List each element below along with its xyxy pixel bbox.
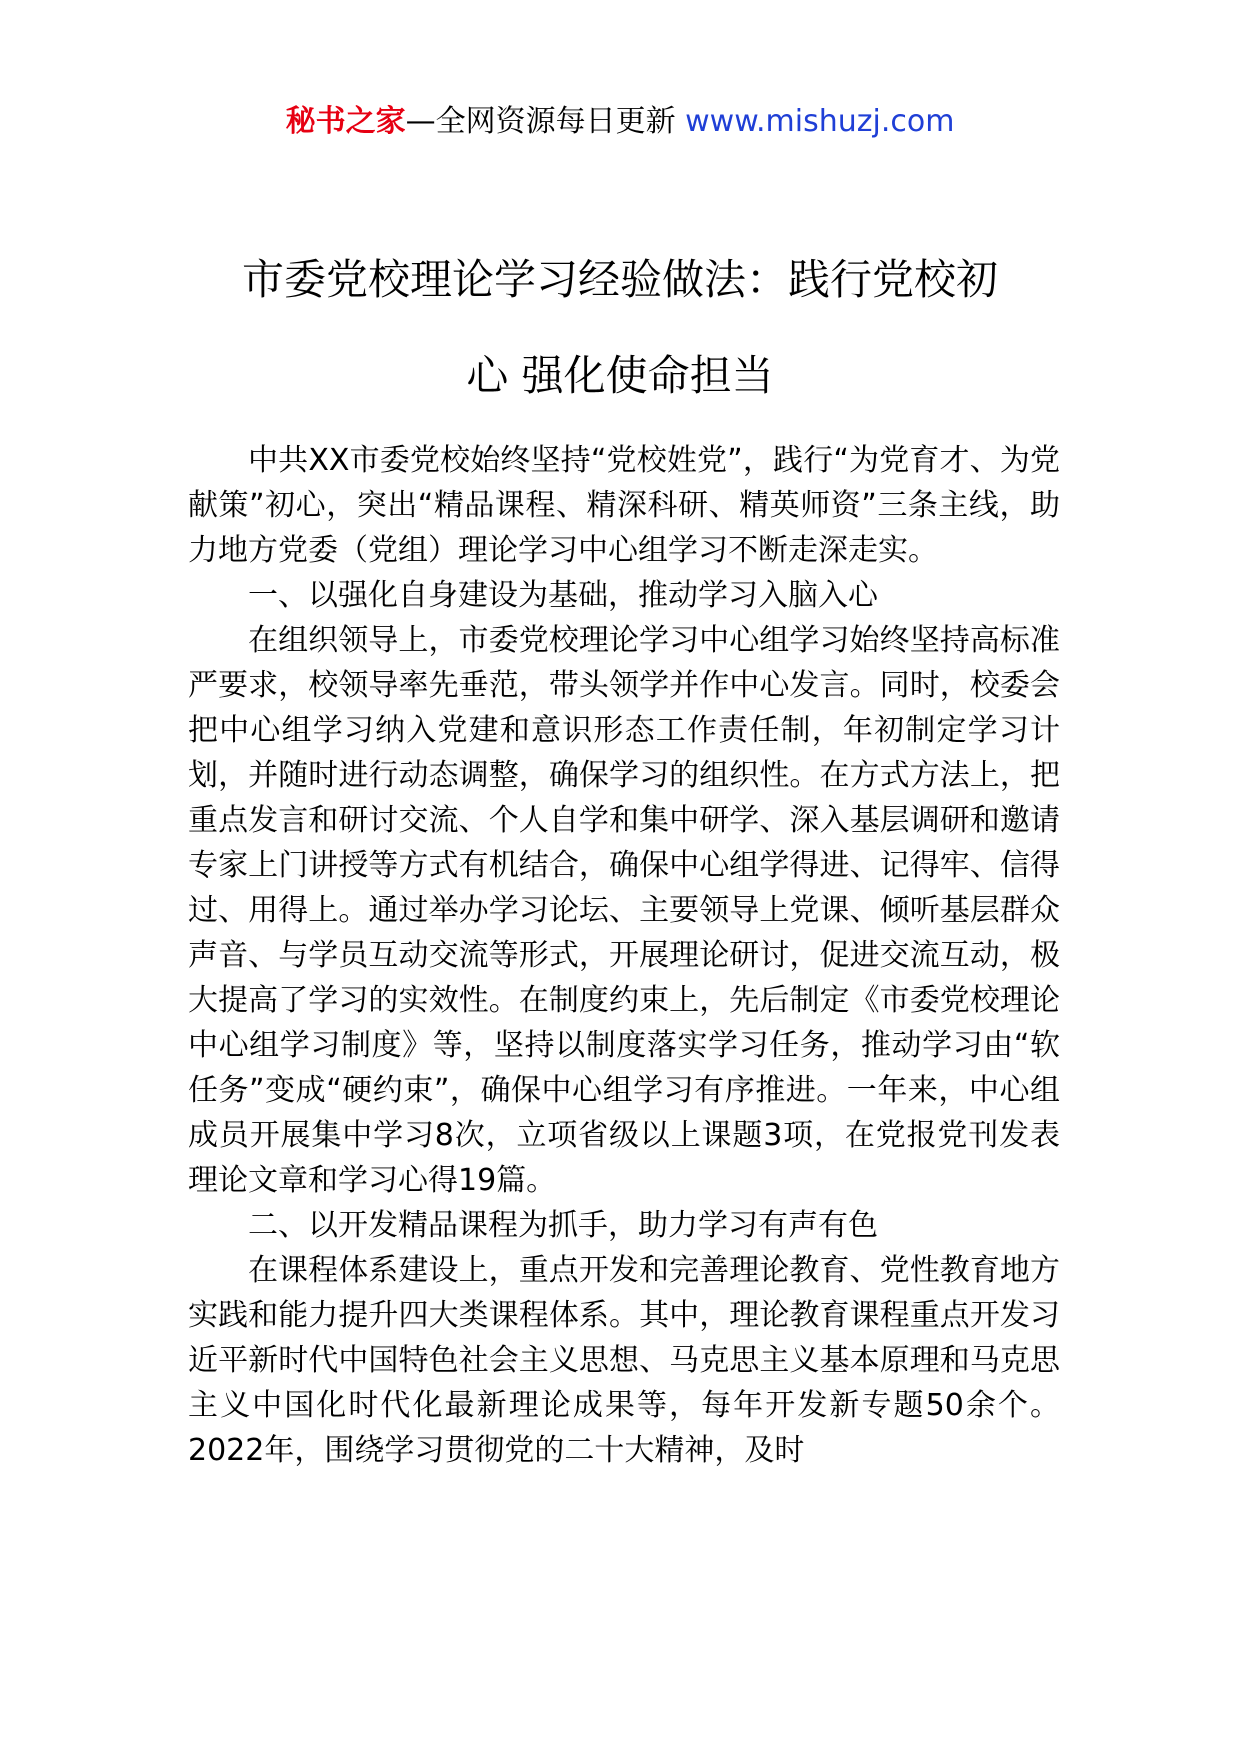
section-2-paragraph: 在课程体系建设上，重点开发和完善理论教育、党性教育地方实践和能力提升四大类课程体系。其中，理论教育课程重点开发习近平新时代中国特色社会主义思想、马克思主义基本原理和马克思主义中国化时代化最新理论成果等，每年开发新专题50余个。2022年，围绕学习贯彻党的二十大精神，及时 bbox=[188, 1253, 1060, 1468]
site-brand: 秘书之家 bbox=[285, 104, 406, 139]
document-title-line-2: 心 强化使命担当 bbox=[466, 351, 774, 400]
intro-paragraph: 中共XX市委党校始终坚持“党校姓党”，践行“为党育才、为党献策”初心，突出“精品课程、精深科研、精英师资”三条主线，助力地方党委（党组）理论学习中心组学习不断走深走实。 bbox=[188, 443, 1060, 568]
site-url-link[interactable]: www.mishuzj.com bbox=[685, 104, 955, 139]
section-heading-2: 二、以开发精品课程为抓手，助力学习有声有色 bbox=[248, 1208, 878, 1243]
section-1-paragraph: 在组织领导上，市委党校理论学习中心组学习始终坚持高标准严要求，校领导率先垂范，带头领学并作中心发言。同时，校委会把中心组学习纳入党建和意识形态工作责任制，年初制定学习计划，并随时进行动态调整，确保学习的组织性。在方式方法上，把重点发言和研讨交流、个人自学和集中研学、深入基层调研和邀请专家上门讲授等方式有机结合，确保中心组学得进、记得牢、信得过、用得上。通过举办学习论坛、主要领导上党课、倾听基层群众声音、与学员互动交流等形式，开展理论研讨，促进交流互动，极大提高了学习的实效性。在制度约束上，先后制定《市委党校理论中心组学习制度》等，坚持以制度落实学习任务，推动学习由“软任务”变成“硬约束”，确保中心组学习有序推进。一年来，中心组成员开展集中学习8次，立项省级以上课题3项，在党报党刊发表理论文章和学习心得19篇。 bbox=[188, 623, 1060, 1198]
document-body bbox=[188, 438, 1060, 1473]
section-heading-1: 一、以强化自身建设为基础，推动学习入脑入心 bbox=[248, 578, 878, 613]
document-title bbox=[150, 232, 1090, 424]
document-title-line-1: 市委党校理论学习经验做法：践行党校初 bbox=[241, 255, 998, 304]
site-slogan: —全网资源每日更新 bbox=[405, 104, 686, 139]
site-header bbox=[0, 100, 1240, 144]
